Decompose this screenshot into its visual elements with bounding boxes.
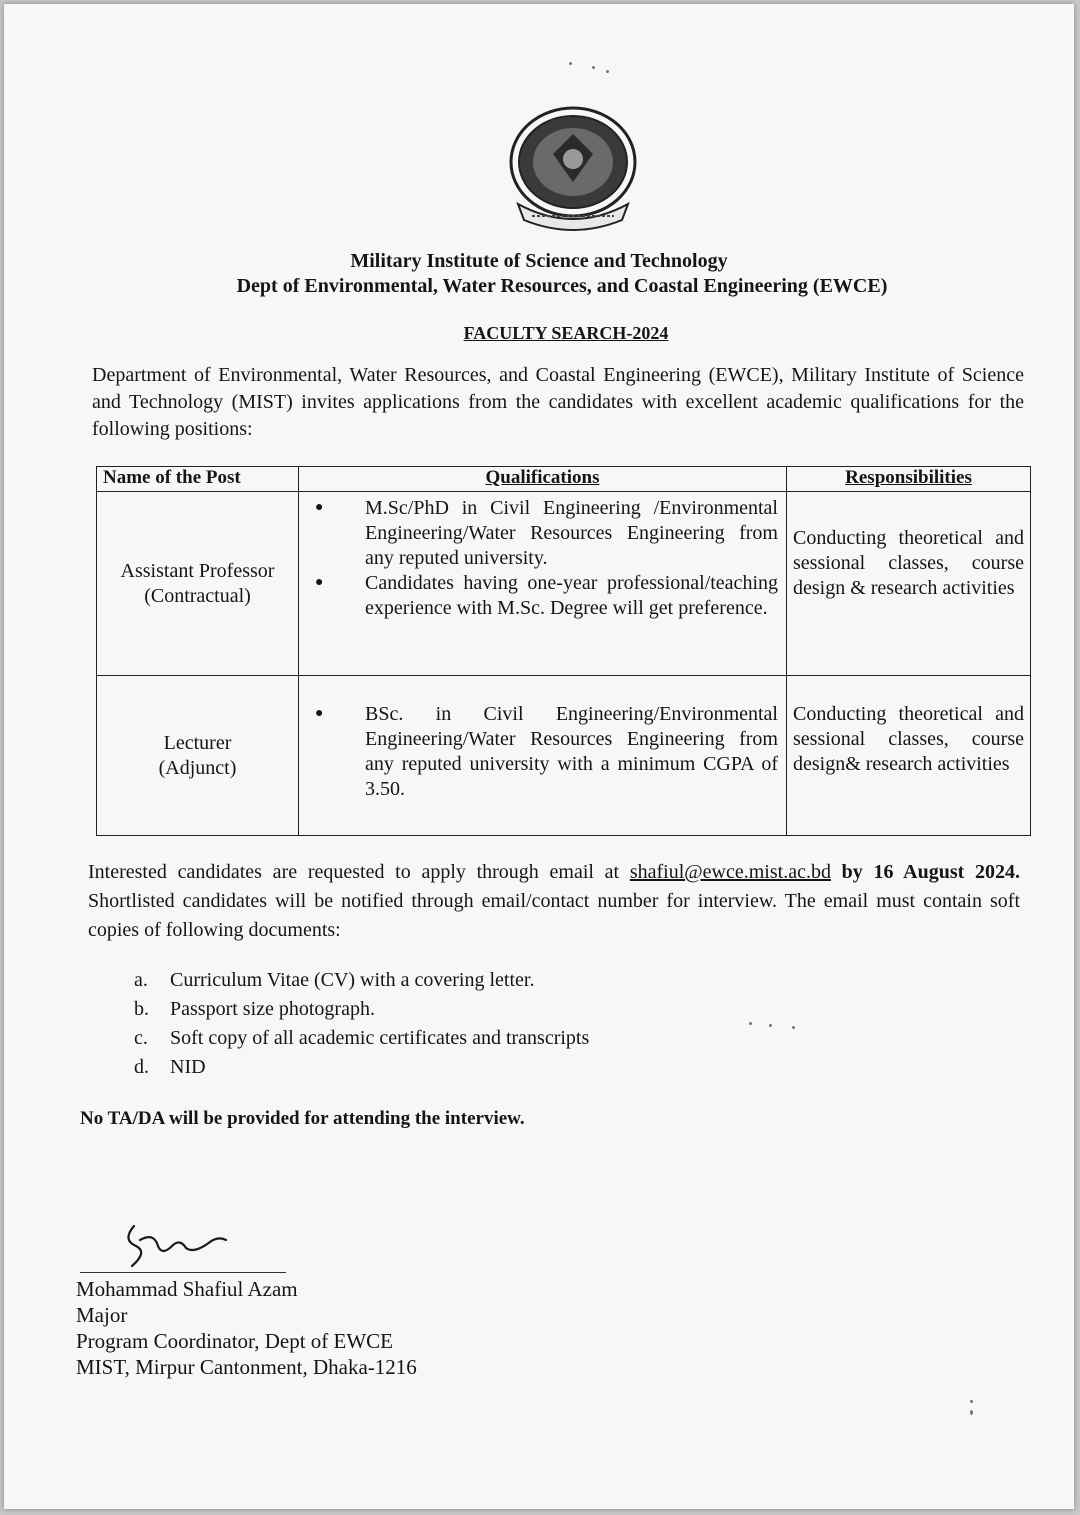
list-item [307, 702, 778, 802]
signatory-address: MIST, Mirpur Cantonment, Dhaka-1216 [76, 1355, 417, 1379]
qualifications-cell [299, 492, 787, 676]
mist-emblem-icon [498, 104, 648, 236]
qualification-text: Candidates having one-year professional/teaching experience with M.Sc. Degree will get preference. [365, 572, 778, 619]
intro-paragraph: Department of Environmental, Water Resources, and Coastal Engineering (EWCE), Military Institute of Science and Technology (MIST) invites applications from the candidates with excellent academic qualifications for the following positions: [92, 364, 1024, 440]
signatory-position: Program Coordinator, Dept of EWCE [76, 1329, 394, 1353]
scan-speck [569, 62, 572, 65]
signatory-rank: Major [76, 1303, 128, 1327]
document-text: Soft copy of all academic certificates and transcripts [170, 1027, 590, 1049]
header-qualifications: Qualifications [299, 467, 787, 492]
notice-page [4, 4, 1074, 1509]
bullet-icon: ● [315, 500, 324, 515]
post-type: (Contractual) [144, 584, 251, 607]
apply-text-after: Shortlisted candidates will be notified through email/contact number for interview. The email must contain soft copies of following documents: [88, 890, 1020, 941]
email-address: shafiul@ewce.mist.ac.bd [629, 861, 831, 883]
scan-speck [970, 1410, 973, 1415]
required-documents-list [134, 966, 589, 1082]
qualifications-cell [299, 676, 787, 836]
qualification-text: M.Sc/PhD in Civil Engineering /Environmental Engineering/Water Resources Engineering from any reputed university. [365, 497, 778, 569]
header-responsibilities: Responsibilities [787, 467, 1031, 492]
institute-name: Military Institute of Science and Technology [350, 250, 728, 272]
post-title: Lecturer [163, 731, 232, 754]
scan-speck [792, 1026, 795, 1029]
document-text: Curriculum Vitae (CV) with a covering letter. [170, 969, 535, 991]
document-text: NID [170, 1056, 206, 1078]
scan-speck [749, 1022, 752, 1025]
no-ta-da-notice: No TA/DA will be provided for attending the interview. [80, 1108, 525, 1129]
signature-line [80, 1272, 286, 1273]
department-name: Dept of Environmental, Water Resources, and Coastal Engineering (EWCE) [236, 275, 888, 297]
list-item [307, 571, 778, 621]
list-item [134, 966, 589, 995]
signatory-name: Mohammad Shafiul Azam [76, 1277, 298, 1301]
list-marker: b. [134, 998, 149, 1020]
post-type: (Adjunct) [158, 756, 237, 779]
header-post: Name of the Post [97, 467, 299, 492]
apply-text: Interested candidates are requested to apply through email at [88, 861, 630, 883]
bullet-icon: ● [315, 575, 324, 590]
document-text: Passport size photograph. [170, 998, 375, 1020]
list-marker: c. [134, 1027, 148, 1049]
list-item [134, 1024, 589, 1053]
list-marker: d. [134, 1056, 149, 1078]
post-cell [97, 492, 299, 676]
signatory-block [76, 1276, 417, 1380]
list-item [134, 995, 589, 1024]
list-marker: a. [134, 969, 148, 991]
scan-speck [606, 70, 609, 73]
post-title: Assistant Professor [120, 559, 275, 582]
application-instructions [88, 858, 1020, 945]
list-item [307, 496, 778, 571]
qualification-text: BSc. in Civil Engineering/Environmental Engineering/Water Resources Engineering from any reputed university with a minimum CGPA of 3.50. [365, 703, 778, 800]
apply-deadline: by 16 August 2024. [830, 861, 1020, 883]
scan-speck [769, 1024, 772, 1027]
list-item [134, 1053, 589, 1082]
scan-speck [970, 1400, 973, 1403]
responsibilities-cell: Conducting theoretical and sessional classes, course design & research activities [787, 492, 1031, 676]
scan-speck [592, 66, 595, 69]
post-cell [97, 676, 299, 836]
positions-table [96, 466, 1031, 836]
bullet-icon: ● [315, 706, 324, 721]
table-row [97, 676, 1031, 836]
responsibilities-cell: Conducting theoretical and sessional classes, course design& research activities [787, 676, 1031, 836]
signature-icon [114, 1216, 234, 1276]
table-row [97, 492, 1031, 676]
table-header-row [97, 467, 1031, 492]
notice-title: FACULTY SEARCH-2024 [463, 323, 669, 343]
